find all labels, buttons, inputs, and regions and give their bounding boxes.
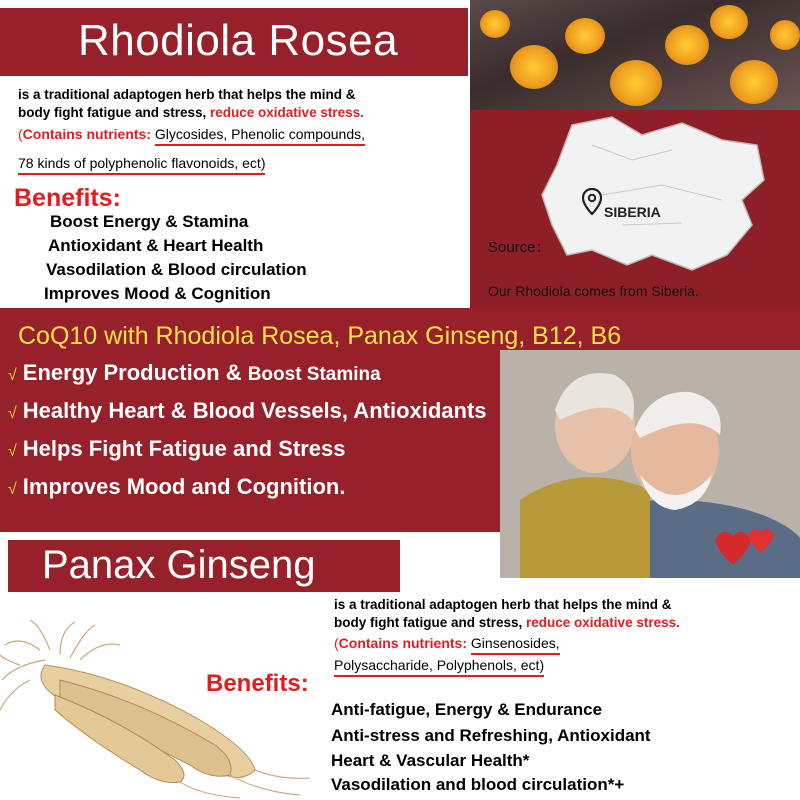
combo-benefit-item bbox=[8, 360, 381, 386]
combo-benefit-item bbox=[8, 398, 487, 424]
couple-photo bbox=[500, 350, 800, 578]
rhodiola-flower-image bbox=[480, 10, 510, 38]
rhodiola-desc-line2-red: reduce oxidative stress. bbox=[210, 105, 364, 120]
ginseng-benefit-item: Heart & Vascular Health* bbox=[331, 751, 530, 770]
ginseng-nutrients-label: Contains nutrients: bbox=[338, 635, 471, 651]
combo-title: CoQ10 with Rhodiola Rosea, Panax Ginseng, B12, B6 bbox=[18, 322, 622, 350]
rhodiola-title: Rhodiola Rosea bbox=[77, 16, 399, 65]
rhodiola-benefit-item: Antioxidant & Heart Health bbox=[48, 236, 264, 255]
combo-benefit-main: Energy Production & bbox=[22, 360, 248, 385]
ginseng-desc-line2-black: body fight fatigue and stress, bbox=[334, 615, 527, 630]
ginseng-benefit-item: Anti-stress and Refreshing, Antioxidant bbox=[331, 726, 651, 745]
rhodiola-flower-image bbox=[610, 60, 662, 106]
ginseng-nutrients-part1: Ginsenosides, bbox=[471, 635, 560, 655]
rhodiola-image-panel bbox=[470, 0, 800, 308]
source-text: Our Rhodiola comes from Siberia. bbox=[488, 283, 699, 299]
couple-illustration bbox=[500, 350, 800, 578]
rhodiola-benefit-item: Vasodilation & Blood circulation bbox=[46, 260, 307, 279]
rhodiola-description bbox=[18, 86, 468, 122]
ginseng-desc-line2 bbox=[334, 614, 794, 632]
combo-benefit-main: Improves Mood and Cognition. bbox=[22, 474, 346, 499]
check-icon: √ bbox=[8, 481, 17, 498]
ginseng-benefit-item: Anti-fatigue, Energy & Endurance bbox=[331, 700, 603, 719]
rhodiola-desc-line1: is a traditional adaptogen herb that helps the mind & bbox=[18, 87, 356, 102]
rhodiola-flower-image bbox=[730, 60, 778, 104]
rhodiola-nutrients-label: Contains nutrients: bbox=[22, 126, 155, 142]
ginseng-nutrients-line2 bbox=[334, 656, 544, 674]
check-icon: √ bbox=[8, 443, 17, 460]
rhodiola-flower-image bbox=[665, 25, 709, 65]
rhodiola-benefit-item: Boost Energy & Stamina bbox=[50, 212, 249, 231]
ginseng-root-image bbox=[0, 620, 330, 800]
rhodiola-nutrients-part1: Glycosides, Phenolic compounds, bbox=[155, 126, 365, 146]
rhodiola-nutrients bbox=[18, 125, 365, 143]
siberia-map bbox=[532, 105, 772, 275]
siberia-label: SIBERIA bbox=[604, 204, 661, 220]
rhodiola-flower-image bbox=[565, 18, 605, 54]
ginseng-title: Panax Ginseng bbox=[42, 543, 316, 587]
ginseng-desc-line1: is a traditional adaptogen herb that helps the mind & bbox=[334, 597, 672, 612]
combo-benefit-item bbox=[8, 436, 346, 462]
rhodiola-nutrients-line2 bbox=[18, 154, 265, 172]
ginseng-nutrients-part2: Polysaccharide, Polyphenols, ect) bbox=[334, 657, 544, 677]
location-pin-icon bbox=[582, 188, 602, 216]
combo-benefit-main: Healthy Heart & Blood Vessels, Antioxidants bbox=[22, 398, 487, 423]
check-icon: √ bbox=[8, 367, 17, 384]
check-icon: √ bbox=[8, 405, 17, 422]
rhodiola-flower-image bbox=[770, 20, 800, 50]
source-label: Source： bbox=[488, 239, 551, 256]
rhodiola-nutrients-part2: 78 kinds of polyphenolic flavonoids, ect) bbox=[18, 155, 265, 175]
ginseng-description bbox=[334, 596, 794, 632]
ginseng-benefit-item: Vasodilation and blood circulation*+ bbox=[331, 775, 625, 794]
ginseng-nutrients-open: ( bbox=[334, 635, 339, 651]
rhodiola-desc-line2-black: body fight fatigue and stress, bbox=[18, 105, 211, 120]
combo-benefit-tail: Boost Stamina bbox=[247, 364, 381, 385]
rhodiola-flower-image bbox=[710, 5, 748, 39]
combo-benefit-item bbox=[8, 474, 345, 500]
ginseng-nutrients bbox=[334, 634, 560, 652]
rhodiola-benefits-heading: Benefits: bbox=[14, 184, 121, 212]
ginseng-benefits-heading: Benefits: bbox=[206, 670, 309, 697]
rhodiola-benefit-item: Improves Mood & Cognition bbox=[44, 284, 271, 303]
rhodiola-desc-line2 bbox=[18, 104, 468, 122]
rhodiola-nutrients-open: ( bbox=[18, 126, 23, 142]
ginseng-desc-line2-red: reduce oxidative stress. bbox=[526, 615, 680, 630]
combo-benefit-main: Helps Fight Fatigue and Stress bbox=[22, 436, 346, 461]
rhodiola-flower-image bbox=[510, 45, 558, 89]
